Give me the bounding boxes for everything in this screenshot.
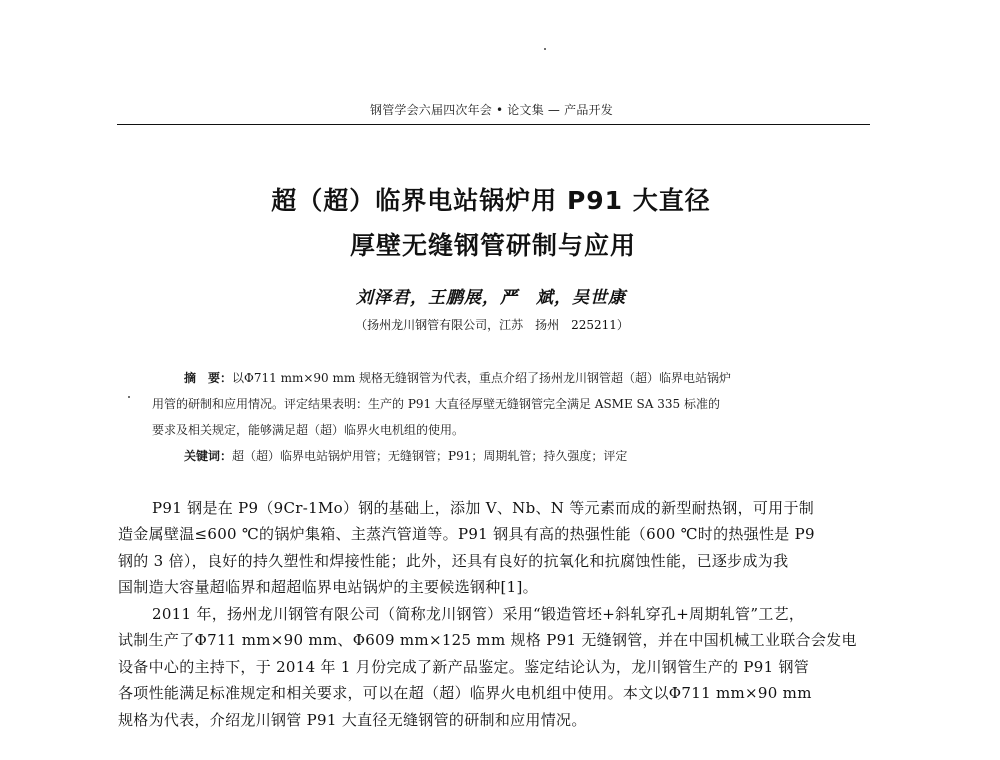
scan-speck xyxy=(128,396,130,398)
running-header: 钢管学会六届四次年会 • 论文集 — 产品开发 xyxy=(370,103,613,117)
abstract-label: 摘 要： xyxy=(184,371,233,385)
keywords-line xyxy=(184,447,627,464)
abstract-line-2: 用管的研制和应用情况。评定结果表明：生产的 P91 大直径厚壁无缝钢管完全满足 ASME SA 335 标准的 xyxy=(152,397,720,411)
body-line: 钢的 3 倍），良好的持久塑性和焊接性能；此外，还具有良好的抗氧化和抗腐蚀性能，已逐步成为我 xyxy=(118,552,789,570)
body-line: 设备中心的主持下，于 2014 年 1 月份完成了新产品鉴定。鉴定结论认为，龙川钢管生产的 P91 钢管 xyxy=(118,658,810,676)
header-rule xyxy=(117,124,870,125)
affiliation: （扬州龙川钢管有限公司，江苏 扬州 225211） xyxy=(355,318,629,332)
abstract-line-1 xyxy=(184,369,731,386)
body-line: 规格为代表，介绍龙川钢管 P91 大直径无缝钢管的研制和应用情况。 xyxy=(118,711,587,729)
authors: 刘泽君，王鹏展，严 斌，吴世康 xyxy=(356,288,626,308)
paper-title-line2: 厚壁无缝钢管研制与应用 xyxy=(349,231,636,260)
body-line: 国制造大容量超临界和超超临界电站锅炉的主要候选钢种[1]。 xyxy=(118,578,538,596)
keywords-text: 超（超）临界电站锅炉用管；无缝钢管；P91；周期轧管；持久强度；评定 xyxy=(232,449,628,463)
abstract-text: 以Φ711 mm×90 mm 规格无缝钢管为代表，重点介绍了扬州龙川钢管超（超）临界电站锅炉 xyxy=(232,371,732,385)
scan-speck xyxy=(544,48,546,50)
body-line: 试制生产了Φ711 mm×90 mm、Φ609 mm×125 mm 规格 P91 无缝钢管，并在中国机械工业联合会发电 xyxy=(118,631,857,649)
abstract-line-3: 要求及相关规定，能够满足超（超）临界火电机组的使用。 xyxy=(152,423,465,437)
keywords-label: 关键词： xyxy=(184,449,233,463)
paper-title-line1: 超（超）临界电站锅炉用 P91 大直径 xyxy=(271,186,711,215)
body-line: 各项性能满足标准规定和相关要求，可以在超（超）临界火电机组中使用。本文以Φ711 mm×90 mm xyxy=(118,684,812,702)
body-line: P91 钢是在 P9（9Cr-1Mo）钢的基础上，添加 V、Nb、N 等元素而成的新型耐热钢，可用于制 xyxy=(152,499,815,517)
body-line: 2011 年，扬州龙川钢管有限公司（简称龙川钢管）采用“锻造管坯+斜轧穿孔+周期轧管”工艺， xyxy=(152,605,805,623)
body-line: 造金属壁温≤600 ℃的锅炉集箱、主蒸汽管道等。P91 钢具有高的热强性能（600 ℃时的热强性是 P9 xyxy=(118,525,815,543)
